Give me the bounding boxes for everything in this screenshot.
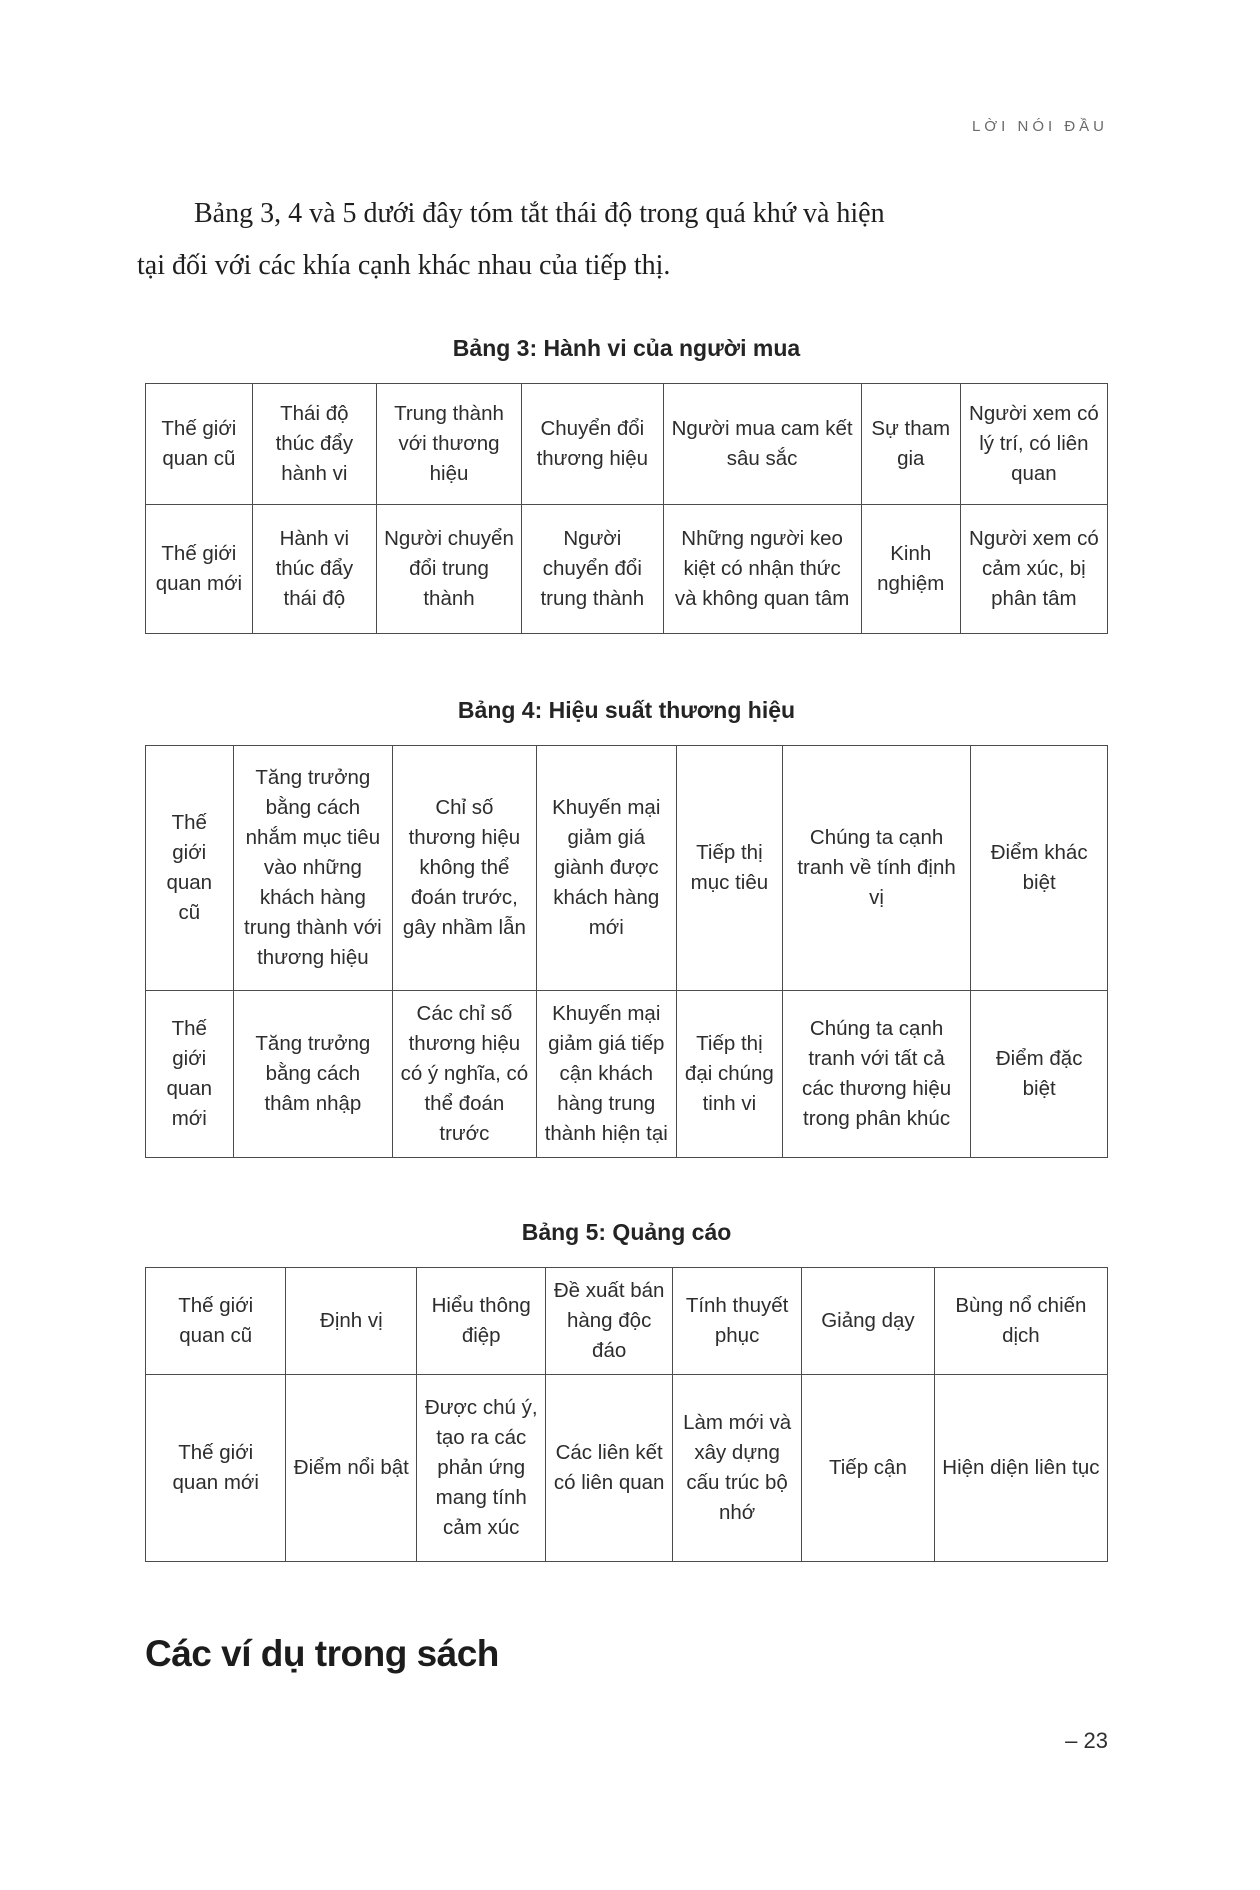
table-cell: Làm mới và xây dựng cấu trúc bộ nhớ <box>673 1375 802 1562</box>
table-cell: Những người keo kiệt có nhận thức và không quan tâm <box>663 505 861 634</box>
running-header: LỜI NÓI ĐẦU <box>971 118 1108 135</box>
table-cell: Hành vi thúc đẩy thái độ <box>252 505 376 634</box>
table-cell: Thế giới quan mới <box>146 991 234 1158</box>
table-cell: Hiểu thông điệp <box>417 1268 546 1375</box>
table-cell: Người xem có cảm xúc, bị phân tâm <box>960 505 1107 634</box>
table-cell: Người chuyển đổi trung thành <box>522 505 663 634</box>
table-row <box>146 505 1108 634</box>
table-brand-performance <box>145 745 1108 1158</box>
table-cell: Các liên kết có liên quan <box>546 1375 673 1562</box>
table-cell: Trung thành với thương hiệu <box>376 384 521 505</box>
table-cell: Thế giới quan mới <box>146 505 253 634</box>
table-advertising <box>145 1267 1108 1562</box>
table-cell: Chúng ta cạnh tranh về tính định vị <box>782 746 971 991</box>
table-cell: Tính thuyết phục <box>673 1268 802 1375</box>
table-cell: Chỉ số thương hiệu không thể đoán trước, gây nhầm lẫn <box>393 746 536 991</box>
table-cell: Tăng trưởng bằng cách thâm nhập <box>233 991 393 1158</box>
table-cell: Thế giới quan mới <box>146 1375 286 1562</box>
table-row <box>146 746 1108 991</box>
table-cell: Tiếp thị đại chúng tinh vi <box>676 991 782 1158</box>
table-cell: Thế giới quan cũ <box>146 1268 286 1375</box>
table-row <box>146 1268 1108 1375</box>
table-cell: Bùng nổ chiến dịch <box>934 1268 1107 1375</box>
table-cell: Điểm khác biệt <box>971 746 1108 991</box>
intro-line-2: tại đối với các khía cạnh khác nhau của tiếp thị. <box>137 250 671 281</box>
table-cell: Thế giới quan cũ <box>146 384 253 505</box>
table3-title: Bảng 3: Hành vi của người mua <box>452 335 801 361</box>
table-cell: Người xem có lý trí, có liên quan <box>960 384 1107 505</box>
table-cell: Điểm đặc biệt <box>971 991 1108 1158</box>
table-cell: Được chú ý, tạo ra các phản ứng mang tính cảm xúc <box>417 1375 546 1562</box>
table-cell: Kinh nghiệm <box>861 505 960 634</box>
table-cell: Sự tham gia <box>861 384 960 505</box>
section-heading: Các ví dụ trong sách <box>145 1633 499 1674</box>
table-row <box>146 384 1108 505</box>
intro-line-1: Bảng 3, 4 và 5 dưới đây tóm tắt thái độ trong quá khứ và hiện <box>194 198 885 229</box>
table-cell: Định vị <box>286 1268 417 1375</box>
table-cell: Thế giới quan cũ <box>146 746 234 991</box>
table4-title: Bảng 4: Hiệu suất thương hiệu <box>457 697 796 723</box>
table-row <box>146 991 1108 1158</box>
table-cell: Giảng dạy <box>802 1268 935 1375</box>
table-cell: Người mua cam kết sâu sắc <box>663 384 861 505</box>
table-cell: Người chuyển đổi trung thành <box>376 505 521 634</box>
intro-paragraph <box>137 188 1108 292</box>
page-number: – 23 <box>1065 1728 1108 1753</box>
table-cell: Chuyển đổi thương hiệu <box>522 384 663 505</box>
table-cell: Tiếp thị mục tiêu <box>676 746 782 991</box>
table-cell: Khuyến mại giảm giá tiếp cận khách hàng trung thành hiện tại <box>536 991 676 1158</box>
table-cell: Hiện diện liên tục <box>934 1375 1107 1562</box>
table-buyer-behavior <box>145 383 1108 634</box>
table-cell: Đề xuất bán hàng độc đáo <box>546 1268 673 1375</box>
table-cell: Điểm nổi bật <box>286 1375 417 1562</box>
table-cell: Chúng ta cạnh tranh với tất cả các thương hiệu trong phân khúc <box>782 991 971 1158</box>
table-cell: Tiếp cận <box>802 1375 935 1562</box>
table-cell: Tăng trưởng bằng cách nhắm mục tiêu vào những khách hàng trung thành với thương hiệu <box>233 746 393 991</box>
table-cell: Khuyến mại giảm giá giành được khách hàng mới <box>536 746 676 991</box>
table-row <box>146 1375 1108 1562</box>
table-cell: Thái độ thúc đẩy hành vi <box>252 384 376 505</box>
table-cell: Các chỉ số thương hiệu có ý nghĩa, có thể đoán trước <box>393 991 536 1158</box>
table5-title: Bảng 5: Quảng cáo <box>521 1219 732 1245</box>
